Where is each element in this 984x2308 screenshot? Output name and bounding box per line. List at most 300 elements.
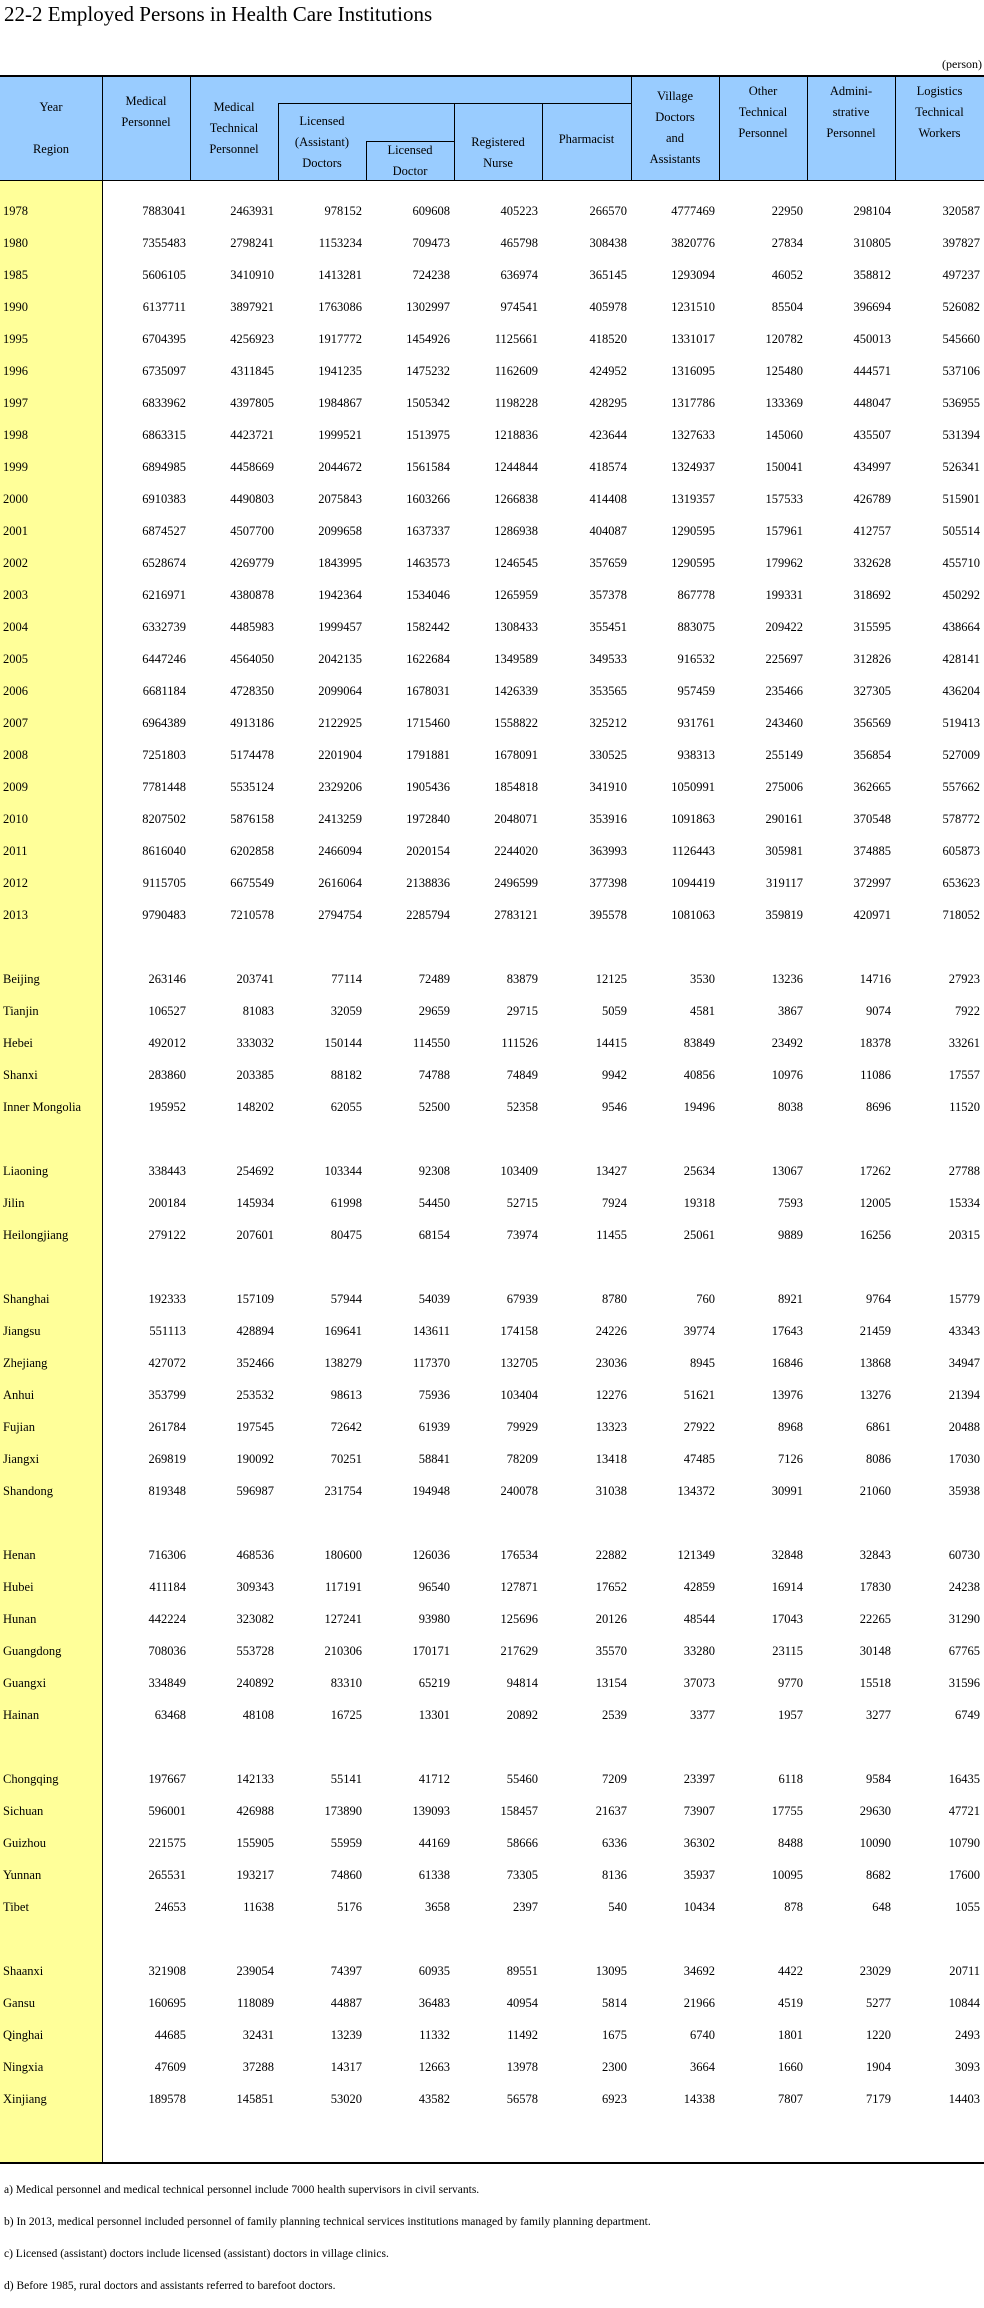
table-cell: 74849 [506, 1068, 538, 1082]
table-row [0, 743, 984, 767]
row-label: 1997 [3, 396, 28, 410]
table-row [0, 1607, 984, 1631]
table-cell: 492012 [148, 1036, 186, 1050]
table-cell: 355451 [589, 620, 627, 634]
table-cell: 6704395 [142, 332, 186, 346]
table-cell: 11638 [243, 1900, 274, 1914]
table-cell: 55460 [506, 1772, 538, 1786]
table-cell: 2493 [955, 2028, 980, 2042]
row-label: Jiangxi [3, 1452, 40, 1466]
table-cell: 497237 [942, 268, 980, 282]
table-cell: 6863315 [142, 428, 186, 442]
table-cell: 1843995 [318, 556, 362, 570]
table-cell: 5176 [337, 1900, 362, 1914]
table-cell: 92308 [418, 1164, 450, 1178]
table-cell: 1050991 [671, 780, 715, 794]
table-cell: 434997 [853, 460, 891, 474]
table-cell: 356854 [853, 748, 891, 762]
table-cell: 133369 [765, 396, 803, 410]
table-row [0, 1351, 984, 1375]
table-cell: 12125 [595, 972, 627, 986]
table-cell: 253532 [236, 1388, 274, 1402]
table-cell: 13976 [771, 1388, 803, 1402]
table-cell: 17643 [771, 1324, 803, 1338]
table-row [0, 1063, 984, 1087]
table-cell: 1972840 [406, 812, 450, 826]
table-cell: 2413259 [318, 812, 362, 826]
table-cell: 254692 [236, 1164, 274, 1178]
table-cell: 93980 [418, 1612, 450, 1626]
table-cell: 62055 [330, 1100, 362, 1114]
table-cell: 22950 [771, 204, 803, 218]
table-cell: 1316095 [671, 364, 715, 378]
table-cell: 10844 [948, 1996, 980, 2010]
table-cell: 9074 [866, 1004, 891, 1018]
table-cell: 9790483 [142, 908, 186, 922]
table-cell: 1558822 [494, 716, 538, 730]
table-cell: 176534 [500, 1548, 538, 1562]
footnote: b) In 2013, medical personnel included personnel of family planning technical services institutions managed by family planning department. [4, 2216, 651, 2228]
table-cell: 25634 [683, 1164, 715, 1178]
table-cell: 44169 [418, 1836, 450, 1850]
table-cell: 6964389 [142, 716, 186, 730]
table-cell: 4913186 [230, 716, 274, 730]
table-cell: 1094419 [671, 876, 715, 890]
table-cell: 231754 [324, 1484, 362, 1498]
table-cell: 203385 [236, 1068, 274, 1082]
table-row [0, 1287, 984, 1311]
table-cell: 145934 [236, 1196, 274, 1210]
table-cell: 30148 [859, 1644, 891, 1658]
table-cell: 4564050 [230, 652, 274, 666]
table-cell: 318692 [853, 588, 891, 602]
table-cell: 363993 [589, 844, 627, 858]
table-cell: 1637337 [406, 524, 450, 538]
table-cell: 243460 [765, 716, 803, 730]
table-cell: 298104 [853, 204, 891, 218]
table-cell: 54450 [418, 1196, 450, 1210]
table-cell: 3277 [866, 1708, 891, 1722]
row-label: 1978 [3, 204, 28, 218]
table-cell: 11455 [596, 1228, 627, 1242]
table-cell: 412757 [853, 524, 891, 538]
table-cell: 938313 [677, 748, 715, 762]
table-cell: 8682 [866, 1868, 891, 1882]
table-cell: 1475232 [406, 364, 450, 378]
table-cell: 17830 [859, 1580, 891, 1594]
table-cell: 1505342 [406, 396, 450, 410]
table-cell: 5814 [602, 1996, 627, 2010]
table-cell: 269819 [148, 1452, 186, 1466]
table-cell: 57944 [330, 1292, 362, 1306]
row-label: 2001 [3, 524, 28, 538]
table-cell: 225697 [765, 652, 803, 666]
table-cell: 883075 [677, 620, 715, 634]
table-cell: 4397805 [230, 396, 274, 410]
row-label: 2010 [3, 812, 28, 826]
table-cell: 2042135 [318, 652, 362, 666]
table-cell: 11492 [507, 2028, 538, 2042]
table-row [0, 391, 984, 415]
table-row [0, 199, 984, 223]
row-label: Inner Mongolia [3, 1100, 82, 1114]
table-cell: 931761 [677, 716, 715, 730]
row-label: Zhejiang [3, 1356, 48, 1370]
table-cell: 8086 [866, 1452, 891, 1466]
row-label: Liaoning [3, 1164, 49, 1178]
table-cell: 3377 [690, 1708, 715, 1722]
table-row [0, 647, 984, 671]
table-cell: 11332 [419, 2028, 450, 2042]
table-row [0, 519, 984, 543]
table-cell: 1308433 [494, 620, 538, 634]
table-cell: 81083 [242, 1004, 274, 1018]
table-cell: 139093 [412, 1804, 450, 1818]
table-cell: 13418 [595, 1452, 627, 1466]
table-cell: 16725 [330, 1708, 362, 1722]
table-cell: 217629 [500, 1644, 538, 1658]
table-cell: 29715 [506, 1004, 538, 1018]
table-cell: 1905436 [406, 780, 450, 794]
table-cell: 209422 [765, 620, 803, 634]
table-cell: 6137711 [142, 300, 186, 314]
table-cell: 58666 [506, 1836, 538, 1850]
table-cell: 20711 [949, 1964, 980, 1978]
table-cell: 321908 [148, 1964, 186, 1978]
table-cell: 13067 [771, 1164, 803, 1178]
table-cell: 221575 [148, 1836, 186, 1850]
table-cell: 37288 [242, 2060, 274, 2074]
table-cell: 4269779 [230, 556, 274, 570]
table-cell: 279122 [148, 1228, 186, 1242]
table-cell: 1678031 [406, 684, 450, 698]
table-cell: 52358 [506, 1100, 538, 1114]
table-row [0, 1671, 984, 1695]
row-label: Beijing [3, 972, 40, 986]
table-cell: 13239 [330, 2028, 362, 2042]
table-cell: 118089 [236, 1996, 274, 2010]
table-cell: 6735097 [142, 364, 186, 378]
table-cell: 420971 [853, 908, 891, 922]
table-cell: 1327633 [671, 428, 715, 442]
table-cell: 34947 [948, 1356, 980, 1370]
table-cell: 14716 [859, 972, 891, 986]
table-cell: 426988 [236, 1804, 274, 1818]
table-cell: 14403 [948, 2092, 980, 2106]
table-cell: 17030 [948, 1452, 980, 1466]
table-cell: 427072 [148, 1356, 186, 1370]
table-cell: 239054 [236, 1964, 274, 1978]
row-label: 1996 [3, 364, 28, 378]
table-cell: 372997 [853, 876, 891, 890]
table-cell: 9584 [866, 1772, 891, 1786]
table-cell: 7179 [866, 2092, 891, 2106]
row-label: Guizhou [3, 1836, 47, 1850]
table-row [0, 903, 984, 927]
header-divider [454, 103, 455, 181]
table-cell: 17652 [595, 1580, 627, 1594]
table-cell: 505514 [942, 524, 980, 538]
table-cell: 1715460 [406, 716, 450, 730]
table-cell: 68154 [418, 1228, 450, 1242]
table-cell: 20488 [948, 1420, 980, 1434]
table-cell: 426789 [853, 492, 891, 506]
table-cell: 75936 [418, 1388, 450, 1402]
table-row [0, 1223, 984, 1247]
table-cell: 5535124 [230, 780, 274, 794]
table-cell: 79929 [506, 1420, 538, 1434]
table-cell: 30991 [771, 1484, 803, 1498]
table-cell: 526341 [942, 460, 980, 474]
row-label: 2004 [3, 620, 28, 634]
table-cell: 338443 [148, 1164, 186, 1178]
table-cell: 58841 [418, 1452, 450, 1466]
row-label: Hebei [3, 1036, 33, 1050]
table-cell: 709473 [412, 236, 450, 250]
table-cell: 65219 [418, 1676, 450, 1690]
table-cell: 5174478 [230, 748, 274, 762]
table-cell: 33261 [948, 1036, 980, 1050]
table-row [0, 263, 984, 287]
header-divider [366, 141, 454, 142]
table-cell: 8488 [778, 1836, 803, 1850]
table-cell: 6874527 [142, 524, 186, 538]
table-cell: 8038 [778, 1100, 803, 1114]
table-row [0, 1159, 984, 1183]
table-cell: 169641 [324, 1324, 362, 1338]
table-cell: 436204 [942, 684, 980, 698]
header-medical-personnel: Medical Personnel [121, 94, 171, 129]
table-cell: 724238 [412, 268, 450, 282]
table-cell: 551113 [149, 1324, 186, 1338]
table-cell: 3530 [690, 972, 715, 986]
table-cell: 1426339 [494, 684, 538, 698]
table-cell: 450292 [942, 588, 980, 602]
table-cell: 1513975 [406, 428, 450, 442]
table-cell: 1678091 [494, 748, 538, 762]
table-cell: 2244020 [494, 844, 538, 858]
table-cell: 7807 [778, 2092, 803, 2106]
table-cell: 74788 [418, 1068, 450, 1082]
table-cell: 2122925 [318, 716, 362, 730]
header-administrative: Admini- strative Personnel [826, 83, 876, 140]
table-cell: 1801 [778, 2028, 803, 2042]
table-cell: 397827 [942, 236, 980, 250]
table-cell: 39774 [683, 1324, 715, 1338]
table-cell: 341910 [589, 780, 627, 794]
table-cell: 819348 [148, 1484, 186, 1498]
table-cell: 18378 [859, 1036, 891, 1050]
table-cell: 4490803 [230, 492, 274, 506]
table-cell: 23029 [859, 1964, 891, 1978]
table-row [0, 1991, 984, 2015]
table-cell: 1675 [602, 2028, 627, 2042]
table-cell: 27923 [948, 972, 980, 986]
table-cell: 418574 [589, 460, 627, 474]
table-cell: 46052 [771, 268, 803, 282]
table-cell: 2466094 [318, 844, 362, 858]
table-cell: 8968 [778, 1420, 803, 1434]
row-label: Qinghai [3, 2028, 44, 2042]
table-cell: 265531 [148, 1868, 186, 1882]
table-cell: 374885 [853, 844, 891, 858]
table-cell: 6528674 [142, 556, 186, 570]
top-rule [0, 75, 984, 77]
table-cell: 2463931 [230, 204, 274, 218]
table-cell: 158457 [500, 1804, 538, 1818]
table-cell: 4507700 [230, 524, 274, 538]
table-cell: 32848 [771, 1548, 803, 1562]
table-row [0, 359, 984, 383]
row-label: Hubei [3, 1580, 34, 1594]
table-row [0, 1543, 984, 1567]
table-cell: 2496599 [494, 876, 538, 890]
table-cell: 29659 [418, 1004, 450, 1018]
table-cell: 596987 [236, 1484, 274, 1498]
row-label: 2009 [3, 780, 28, 794]
table-cell: 468536 [236, 1548, 274, 1562]
table-cell: 12005 [859, 1196, 891, 1210]
table-cell: 143611 [412, 1324, 450, 1338]
table-cell: 6861 [866, 1420, 891, 1434]
table-cell: 16846 [771, 1356, 803, 1370]
table-cell: 14415 [595, 1036, 627, 1050]
table-cell: 103409 [500, 1164, 538, 1178]
table-cell: 2794754 [318, 908, 362, 922]
table-cell: 377398 [589, 876, 627, 890]
table-cell: 73907 [683, 1804, 715, 1818]
table-cell: 308438 [589, 236, 627, 250]
table-cell: 2285794 [406, 908, 450, 922]
table-cell: 36302 [683, 1836, 715, 1850]
table-row [0, 551, 984, 575]
table-cell: 16914 [771, 1580, 803, 1594]
table-row [0, 1415, 984, 1439]
row-label: Fujian [3, 1420, 35, 1434]
row-label: Shanxi [3, 1068, 38, 1082]
table-cell: 34692 [683, 1964, 715, 1978]
header-divider [366, 141, 367, 181]
table-cell: 428141 [942, 652, 980, 666]
table-cell: 195952 [148, 1100, 186, 1114]
table-cell: 1265959 [494, 588, 538, 602]
row-label: Tibet [3, 1900, 29, 1914]
table-cell: 1941235 [318, 364, 362, 378]
table-cell: 235466 [765, 684, 803, 698]
table-cell: 1413281 [318, 268, 362, 282]
table-cell: 1463573 [406, 556, 450, 570]
table-cell: 263146 [148, 972, 186, 986]
table-cell: 359819 [765, 908, 803, 922]
table-cell: 6447246 [142, 652, 186, 666]
table-cell: 67765 [948, 1644, 980, 1658]
table-cell: 1055 [955, 1900, 980, 1914]
table-cell: 60730 [948, 1548, 980, 1562]
table-cell: 4777469 [671, 204, 715, 218]
table-cell: 1246545 [494, 556, 538, 570]
bottom-rule [0, 2162, 984, 2164]
table-cell: 174158 [500, 1324, 538, 1338]
table-cell: 52715 [506, 1196, 538, 1210]
table-cell: 15518 [859, 1676, 891, 1690]
table-cell: 1091863 [671, 812, 715, 826]
table-row [0, 583, 984, 607]
row-label: 2013 [3, 908, 28, 922]
table-cell: 7355483 [142, 236, 186, 250]
table-cell: 310805 [853, 236, 891, 250]
table-cell: 4581 [690, 1004, 715, 1018]
table-cell: 2044672 [318, 460, 362, 474]
table-cell: 121349 [677, 1548, 715, 1562]
table-row [0, 327, 984, 351]
table-cell: 142133 [236, 1772, 274, 1786]
table-row [0, 1383, 984, 1407]
row-label: Shaanxi [3, 1964, 44, 1978]
row-label: Tianjin [3, 1004, 39, 1018]
table-cell: 330525 [589, 748, 627, 762]
table-cell: 312826 [853, 652, 891, 666]
table-cell: 55959 [330, 1836, 362, 1850]
table-cell: 9546 [602, 1100, 627, 1114]
table-cell: 7126 [778, 1452, 803, 1466]
table-cell: 125480 [765, 364, 803, 378]
header-medical-technical: Medical Technical Personnel [209, 99, 259, 156]
table-cell: 117191 [324, 1580, 362, 1594]
table-cell: 13868 [859, 1356, 891, 1370]
table-row [0, 1703, 984, 1727]
table-cell: 157109 [236, 1292, 274, 1306]
table-cell: 32059 [330, 1004, 362, 1018]
table-cell: 10976 [771, 1068, 803, 1082]
row-label: Yunnan [3, 1868, 42, 1882]
table-cell: 74397 [330, 1964, 362, 1978]
table-cell: 527009 [942, 748, 980, 762]
table-cell: 760 [696, 1292, 715, 1306]
table-cell: 519413 [942, 716, 980, 730]
table-cell: 1244844 [494, 460, 538, 474]
row-label: 2007 [3, 716, 28, 730]
table-cell: 72642 [330, 1420, 362, 1434]
table-cell: 44685 [154, 2028, 186, 2042]
table-cell: 1324937 [671, 460, 715, 474]
table-cell: 2798241 [230, 236, 274, 250]
table-cell: 450013 [853, 332, 891, 346]
table-cell: 193217 [236, 1868, 274, 1882]
table-cell: 1319357 [671, 492, 715, 506]
table-cell: 653623 [942, 876, 980, 890]
table-cell: 1231510 [671, 300, 715, 314]
table-cell: 275006 [765, 780, 803, 794]
table-cell: 4519 [778, 1996, 803, 2010]
table-cell: 1660 [778, 2060, 803, 2074]
table-cell: 134372 [677, 1484, 715, 1498]
table-cell: 290161 [765, 812, 803, 826]
table-cell: 424952 [589, 364, 627, 378]
table-cell: 578772 [942, 812, 980, 826]
table-cell: 138279 [324, 1356, 362, 1370]
table-cell: 365145 [589, 268, 627, 282]
table-row [0, 231, 984, 255]
table-cell: 43343 [948, 1324, 980, 1338]
table-cell: 114550 [412, 1036, 450, 1050]
table-cell: 23115 [772, 1644, 803, 1658]
footnote: d) Before 1985, rural doctors and assistants referred to barefoot doctors. [4, 2280, 336, 2292]
table-cell: 10090 [859, 1836, 891, 1850]
row-label: Heilongjiang [3, 1228, 69, 1242]
table-row [0, 1031, 984, 1055]
header-other-technical: Other Technical Personnel [738, 83, 788, 140]
table-cell: 515901 [942, 492, 980, 506]
